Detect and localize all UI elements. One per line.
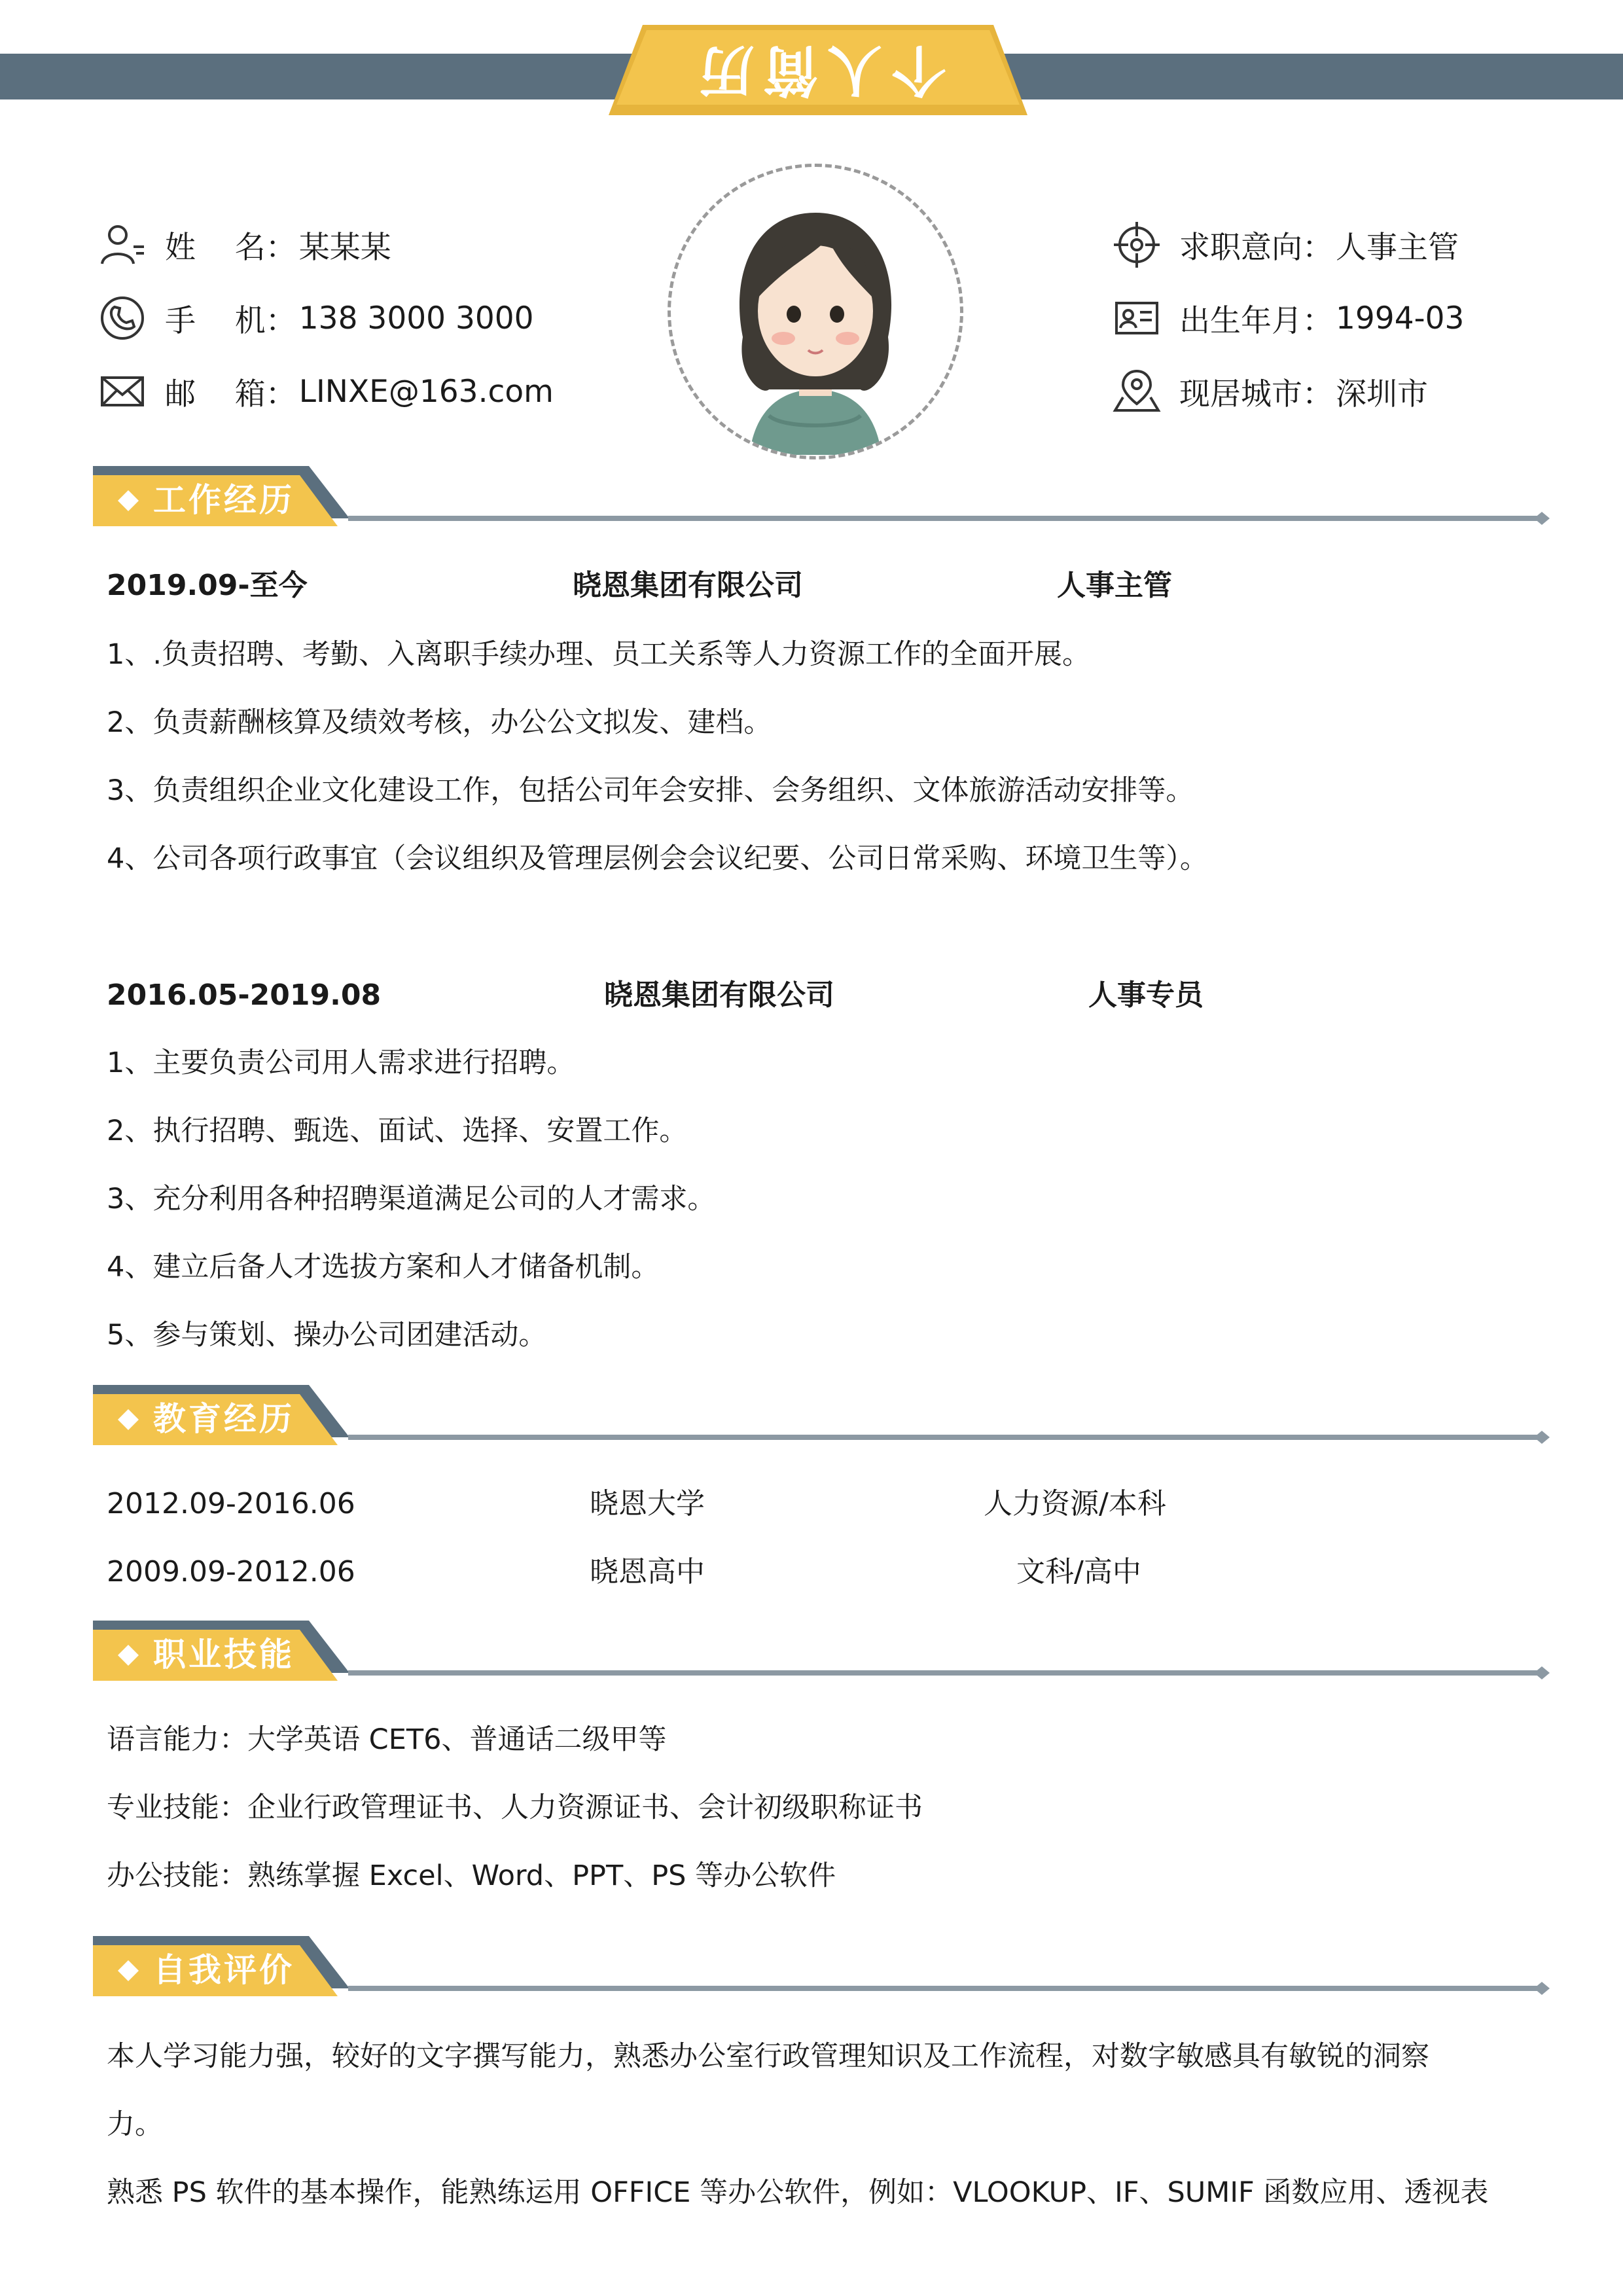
section-title: 工作经历 — [153, 481, 294, 519]
personal-info-right — [1113, 208, 1464, 428]
section-title: 职业技能 — [153, 1636, 294, 1674]
self-eval-line: 熟悉 PS 软件的基本操作，能熟练运用 OFFICE 等办公软件，例如：VLOOKUP、IF、SUMIF 函数应用、透视表 — [107, 2176, 1489, 2209]
job-2-duty: 4、建立后备人才选拔方案和人才储备机制。 — [107, 1251, 660, 1283]
section-education — [93, 1385, 1552, 1450]
job-2-duties — [107, 1029, 715, 1369]
phone-value: 138 3000 3000 — [298, 300, 534, 336]
job-1-duty: 4、公司各项行政事宜（会议组织及管理层例会会议纪要、公司日常采购、环境卫生等）。 — [107, 842, 1208, 875]
email-value: LINXE@163.com — [298, 373, 554, 410]
job-2-duty: 1、主要负责公司用人需求进行招聘。 — [107, 1047, 575, 1079]
section-header-shape — [93, 1621, 1552, 1686]
section-skills — [93, 1621, 1552, 1686]
self-eval-line: 本人学习能力强，较好的文字撰写能力，熟悉办公室行政管理知识及工作流程，对数字敏感具有敏锐的洞察 — [107, 2040, 1429, 2073]
email-row — [98, 355, 554, 428]
mail-icon — [98, 367, 147, 416]
objective-value: 人事主管 — [1336, 229, 1459, 266]
birth-row — [1113, 281, 1464, 355]
birth-value: 1994-03 — [1336, 300, 1465, 336]
skills-list — [107, 1706, 1520, 1910]
edu-school: 晓恩大学 — [590, 1487, 705, 1520]
edu-major: 文科/高中 — [1016, 1555, 1141, 1588]
id-card-icon — [1113, 294, 1161, 342]
edu-period: 2009.09-2012.06 — [107, 1555, 355, 1588]
job-2-duty: 2、执行招聘、甄选、面试、选择、安置工作。 — [107, 1115, 688, 1147]
job-2-duty: 5、参与策划、操办公司团建活动。 — [107, 1319, 547, 1352]
job-1-period: 2019.09-至今 — [107, 569, 308, 602]
skill-item: 语言能力：大学英语 CET6、普通话二级甲等 — [107, 1723, 667, 1756]
email-label: 邮 箱： — [165, 376, 296, 412]
job-1-position: 人事主管 — [1057, 569, 1172, 602]
job-1-header — [107, 563, 1416, 609]
location-icon — [1113, 367, 1161, 416]
avatar-illustration — [671, 167, 960, 456]
section-header-shape — [93, 1936, 1552, 2001]
job-1-company: 晓恩集团有限公司 — [573, 569, 803, 602]
city-row — [1113, 355, 1464, 428]
name-value: 某某某 — [298, 229, 391, 266]
name-row — [98, 208, 554, 281]
phone-icon — [98, 294, 147, 342]
section-header-shape — [93, 466, 1552, 531]
objective-label: 求职意向： — [1179, 229, 1333, 266]
target-icon — [1113, 221, 1161, 269]
skill-item: 办公技能：熟练掌握 Excel、Word、PPT、PS 等办公软件 — [107, 1859, 836, 1892]
education-row — [107, 1538, 1416, 1606]
section-title: 教育经历 — [153, 1400, 294, 1438]
job-1-duty: 2、负责薪酬核算及绩效考核，办公公文拟发、建档。 — [107, 706, 772, 739]
section-work — [93, 466, 1552, 531]
job-2-header — [107, 973, 1416, 1018]
avatar — [668, 164, 963, 459]
city-value: 深圳市 — [1336, 376, 1428, 412]
edu-school: 晓恩高中 — [590, 1555, 705, 1588]
phone-label: 手 机： — [165, 302, 296, 339]
section-header-shape — [93, 1385, 1552, 1450]
job-2-period: 2016.05-2019.08 — [107, 978, 382, 1012]
name-label: 姓 名： — [165, 229, 296, 266]
job-2-position: 人事专员 — [1088, 978, 1204, 1012]
city-label: 现居城市： — [1179, 376, 1333, 412]
job-2-company: 晓恩集团有限公司 — [604, 978, 834, 1012]
objective-row — [1113, 208, 1464, 281]
edu-period: 2012.09-2016.06 — [107, 1487, 355, 1520]
skill-item: 专业技能：企业行政管理证书、人力资源证书、会计初级职称证书 — [107, 1791, 923, 1824]
section-self-evaluation — [93, 1936, 1552, 2001]
job-1-duty: 1、.负责招聘、考勤、入离职手续办理、员工关系等人力资源工作的全面开展。 — [107, 638, 1091, 671]
edu-major: 人力资源/本科 — [984, 1487, 1166, 1520]
person-icon — [98, 221, 147, 269]
education-row — [107, 1470, 1416, 1538]
personal-info-left — [98, 208, 554, 428]
title-banner — [609, 25, 1027, 115]
birth-label: 出生年月： — [1179, 302, 1333, 339]
job-1-duties — [107, 620, 1208, 893]
section-title: 自我评价 — [153, 1951, 294, 1989]
self-evaluation-text — [107, 2022, 1520, 2227]
phone-row — [98, 281, 554, 355]
job-2-duty: 3、充分利用各种招聘渠道满足公司的人才需求。 — [107, 1183, 716, 1215]
self-eval-line: 力。 — [107, 2108, 163, 2141]
resume-title: 个人简历 — [690, 38, 947, 102]
job-1-duty: 3、负责组织企业文化建设工作，包括公司年会安排、会务组织、文体旅游活动安排等。 — [107, 774, 1194, 807]
